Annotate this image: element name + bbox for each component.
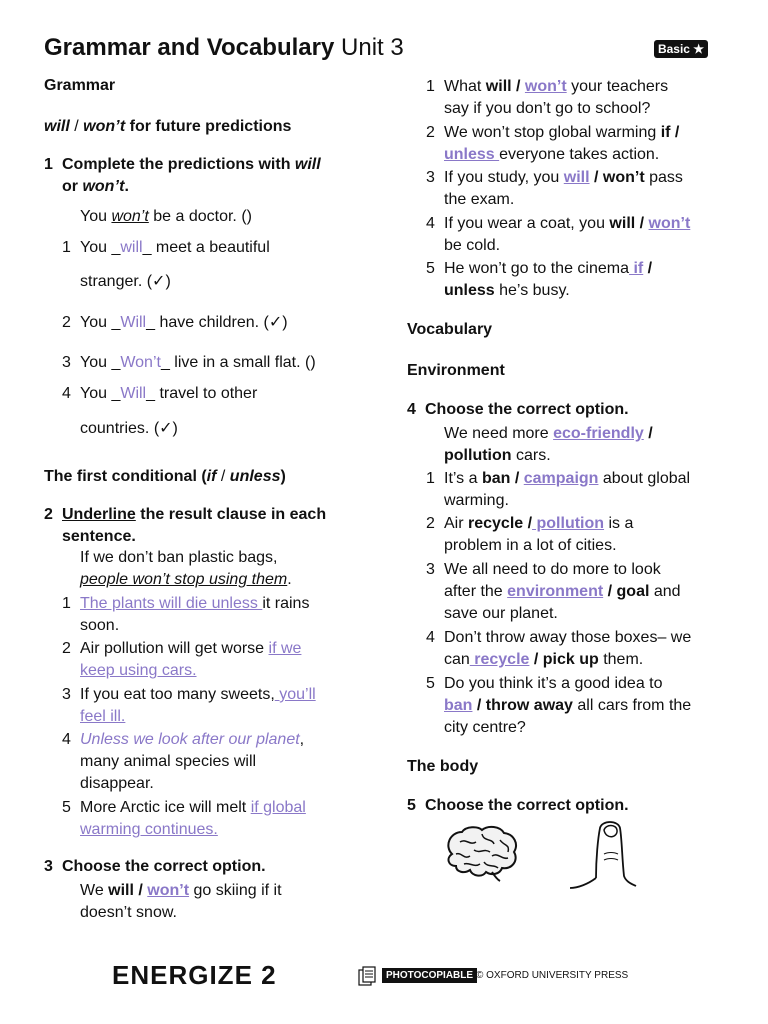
item-text: say if you don’t go to school? xyxy=(444,100,651,117)
ex1-item-1-cont: stranger. (✓) xyxy=(80,273,171,290)
exercise-1-instruction xyxy=(44,154,374,198)
answer: won’t xyxy=(648,215,691,232)
option: pollution xyxy=(444,447,512,464)
ex3-item-1 xyxy=(426,76,668,120)
answer: will xyxy=(563,169,590,186)
ex4-item-2 xyxy=(426,513,633,557)
answer: Will xyxy=(120,314,147,331)
ex1-item-1 xyxy=(62,237,270,259)
answer: if global xyxy=(250,799,306,816)
item-number: 1 xyxy=(426,470,435,487)
item-text: the exam. xyxy=(444,191,515,208)
answer: campaign xyxy=(523,470,599,487)
example-result: people won’t stop using them xyxy=(80,571,288,588)
item-text: If you eat too many sweets, xyxy=(80,686,275,703)
exercise-3-instruction xyxy=(44,856,266,878)
ex3-example xyxy=(80,880,282,924)
answer: you’ll xyxy=(274,686,316,703)
item-text: soon. xyxy=(80,617,120,634)
slash: / xyxy=(670,124,680,141)
item-text: everyone takes action. xyxy=(499,146,660,163)
ex2-item-2 xyxy=(62,638,301,682)
answer: won’t xyxy=(147,882,190,899)
instr-will: will xyxy=(294,156,321,173)
slash: / xyxy=(472,697,486,714)
item-number: 4 xyxy=(426,629,435,646)
example-text: We need more xyxy=(444,425,554,442)
item-text: warming. xyxy=(444,492,509,509)
item-text: Air xyxy=(444,515,468,532)
option: throw away xyxy=(485,697,573,714)
item-text: We won’t stop global warming xyxy=(444,124,661,141)
example-text: You xyxy=(80,208,112,225)
answer: The plants will die unless xyxy=(80,595,263,612)
item-number: 3 xyxy=(426,169,435,186)
example-text: go skiing if it xyxy=(189,882,282,899)
option: unless xyxy=(444,282,495,299)
example-wont: won’t xyxy=(111,208,149,225)
answer: ban xyxy=(444,697,473,714)
item-text: is a xyxy=(604,515,634,532)
item-text: _ live in a small flat. () xyxy=(160,354,316,371)
answer: unless xyxy=(444,146,500,163)
item-text: More Arctic ice will melt xyxy=(80,799,251,816)
item-text: and xyxy=(649,583,681,600)
title-unit: Unit 3 xyxy=(341,34,404,61)
item-number: 5 xyxy=(426,675,435,692)
item-text: about global xyxy=(598,470,691,487)
slash: / xyxy=(643,425,653,442)
exercise-number: 2 xyxy=(44,506,53,523)
item-text: them. xyxy=(598,651,644,668)
item-text: You _ xyxy=(80,354,121,371)
ex3-item-4 xyxy=(426,213,690,257)
ex3-item-2 xyxy=(426,122,679,166)
exercise-5-instruction xyxy=(407,795,629,817)
ex1-item-2 xyxy=(62,312,288,334)
exercise-2-instruction xyxy=(44,504,374,548)
ex3-item-5 xyxy=(426,258,652,302)
item-text: can xyxy=(444,651,470,668)
slash: / xyxy=(510,470,524,487)
slash: / xyxy=(69,118,84,135)
item-number: 2 xyxy=(62,314,71,331)
instr-text: Choose the correct option. xyxy=(62,858,266,875)
answer: Unless we look after our planet xyxy=(80,731,300,748)
option: will xyxy=(609,215,636,232)
option: ban xyxy=(481,470,511,487)
ex2-item-4 xyxy=(62,729,304,795)
answer: feel ill. xyxy=(80,708,126,725)
brain-image xyxy=(442,824,520,882)
item-text: He won’t go to the cinema xyxy=(444,260,629,277)
exercise-1-example xyxy=(80,206,252,228)
item-text: problem in a lot of cities. xyxy=(444,537,617,554)
ex1-item-3 xyxy=(62,352,316,374)
section-grammar: Grammar xyxy=(44,77,116,94)
ex4-item-3 xyxy=(426,559,681,625)
answer: environment xyxy=(507,583,604,600)
item-number: 1 xyxy=(426,78,435,95)
item-text: all cars from the xyxy=(572,697,692,714)
example-text: be a doctor. () xyxy=(148,208,252,225)
item-number: 4 xyxy=(62,731,71,748)
level-badge: Basic ★ xyxy=(654,40,708,58)
fc-text: ) xyxy=(280,468,286,485)
item-number: 5 xyxy=(62,799,71,816)
item-text: If you study, you xyxy=(444,169,564,186)
instr-text: the result clause in each xyxy=(135,506,327,523)
instr-part: Complete the predictions with xyxy=(62,156,295,173)
example-text: doesn’t snow. xyxy=(80,904,177,921)
slash: / xyxy=(589,169,603,186)
ex1-item-4 xyxy=(62,383,257,405)
slash: / xyxy=(529,651,543,668)
subsection-environment: Environment xyxy=(407,362,505,379)
ex3-item-3 xyxy=(426,167,683,211)
item-number: 3 xyxy=(62,354,71,371)
ex4-item-4 xyxy=(426,627,691,671)
fc-text: The first conditional ( xyxy=(44,468,207,485)
thumb-image xyxy=(566,818,638,892)
answer: Will xyxy=(120,385,147,402)
example-text: If we don’t ban plastic bags, xyxy=(80,549,278,566)
exercise-number: 5 xyxy=(407,797,416,814)
answer: eco-friendly xyxy=(553,425,644,442)
instr-or: or xyxy=(62,178,83,195)
slash: / xyxy=(643,260,653,277)
energize-logo: ENERGIZE 2 xyxy=(112,960,277,990)
answer: Won’t xyxy=(120,354,161,371)
item-text: _ meet a beautiful xyxy=(142,239,270,256)
item-text: You _ xyxy=(80,314,121,331)
item-number: 4 xyxy=(426,215,435,232)
instr-wont: won’t xyxy=(82,178,125,195)
item-text: pass xyxy=(644,169,683,186)
item-number: 3 xyxy=(62,686,71,703)
item-text: We all need to do more to look xyxy=(444,561,661,578)
item-text: he’s busy. xyxy=(494,282,570,299)
ex2-example xyxy=(80,547,292,591)
ex1-item-4-cont: countries. (✓) xyxy=(80,420,178,437)
item-text: it rains xyxy=(262,595,310,612)
item-text: You _ xyxy=(80,239,121,256)
item-number: 1 xyxy=(62,239,71,256)
ex2-item-1 xyxy=(62,593,309,637)
item-text: _ have children. (✓) xyxy=(146,314,288,331)
slash: / xyxy=(635,215,649,232)
item-number: 2 xyxy=(426,124,435,141)
instr-text: Choose the correct option. xyxy=(425,797,629,814)
answer: will xyxy=(120,239,143,256)
exercise-4-instruction xyxy=(407,399,629,421)
option: will xyxy=(485,78,512,95)
slash: / xyxy=(511,78,525,95)
item-text: , xyxy=(299,731,305,748)
option: pick up xyxy=(542,651,599,668)
subsection-the-body: The body xyxy=(407,758,479,775)
option: recycle xyxy=(468,515,524,532)
answer: if xyxy=(629,260,644,277)
item-text: What xyxy=(444,78,486,95)
subsection-first-conditional xyxy=(44,468,286,486)
item-number: 2 xyxy=(62,640,71,657)
page-title xyxy=(44,34,404,62)
will-word: will xyxy=(44,118,70,135)
slash: / xyxy=(603,583,617,600)
item-text: Air pollution will get worse xyxy=(80,640,269,657)
item-text: your teachers xyxy=(566,78,669,95)
option: if xyxy=(660,124,671,141)
instr-text: Choose the correct option. xyxy=(425,401,629,418)
item-text: Do you think it’s a good idea to xyxy=(444,675,663,692)
item-number: 2 xyxy=(426,515,435,532)
exercise-number: 1 xyxy=(44,156,53,173)
ex4-item-1 xyxy=(426,468,690,512)
fc-unless: unless xyxy=(229,468,281,485)
item-text: after the xyxy=(444,583,508,600)
example-text: We xyxy=(80,882,109,899)
answer: warming continues. xyxy=(80,821,218,838)
instr-underline: Underline xyxy=(62,506,136,523)
exercise-number: 4 xyxy=(407,401,416,418)
slash: / xyxy=(133,882,148,899)
photocopiable-label: PHOTOCOPIABLE xyxy=(382,968,477,983)
example-text: cars. xyxy=(511,447,551,464)
ex2-item-5 xyxy=(62,797,306,841)
instr-end: . xyxy=(124,178,129,195)
slash: / xyxy=(523,515,533,532)
ex4-item-5 xyxy=(426,673,691,739)
option: will xyxy=(108,882,134,899)
ex4-example xyxy=(444,423,653,467)
item-text: If you wear a coat, you xyxy=(444,215,610,232)
item-number: 3 xyxy=(426,561,435,578)
item-text: _ travel to other xyxy=(146,385,258,402)
photocopy-icon xyxy=(358,966,376,986)
publisher-credit: © OXFORD UNIVERSITY PRESS xyxy=(476,970,629,981)
section-vocabulary: Vocabulary xyxy=(407,321,493,338)
answer: recycle xyxy=(469,651,530,668)
fc-if: if xyxy=(206,468,217,485)
example-text: . xyxy=(287,571,292,588)
answer: keep using cars. xyxy=(80,662,197,679)
item-text: You _ xyxy=(80,385,121,402)
subsection-rest: for future predictions xyxy=(125,118,292,135)
item-number: 5 xyxy=(426,260,435,277)
item-text: disappear. xyxy=(80,775,154,792)
item-text: It’s a xyxy=(444,470,482,487)
title-main: Grammar and Vocabulary xyxy=(44,34,335,61)
item-text: many animal species will xyxy=(80,753,257,770)
instr-text: sentence. xyxy=(62,528,136,545)
answer: pollution xyxy=(532,515,605,532)
answer: won’t xyxy=(524,78,567,95)
item-number: 4 xyxy=(62,385,71,402)
option: goal xyxy=(616,583,650,600)
item-text: Don’t throw away those boxes– we xyxy=(444,629,692,646)
item-text: save our planet. xyxy=(444,605,558,622)
subsection-will-wont xyxy=(44,118,291,136)
exercise-number: 3 xyxy=(44,858,53,875)
ex2-item-3 xyxy=(62,684,316,728)
item-text: be cold. xyxy=(444,237,501,254)
item-text: city centre? xyxy=(444,719,526,736)
item-number: 1 xyxy=(62,595,71,612)
slash: / xyxy=(216,468,230,485)
wont-word: won’t xyxy=(83,118,126,135)
option: won’t xyxy=(602,169,645,186)
answer: if we xyxy=(268,640,302,657)
